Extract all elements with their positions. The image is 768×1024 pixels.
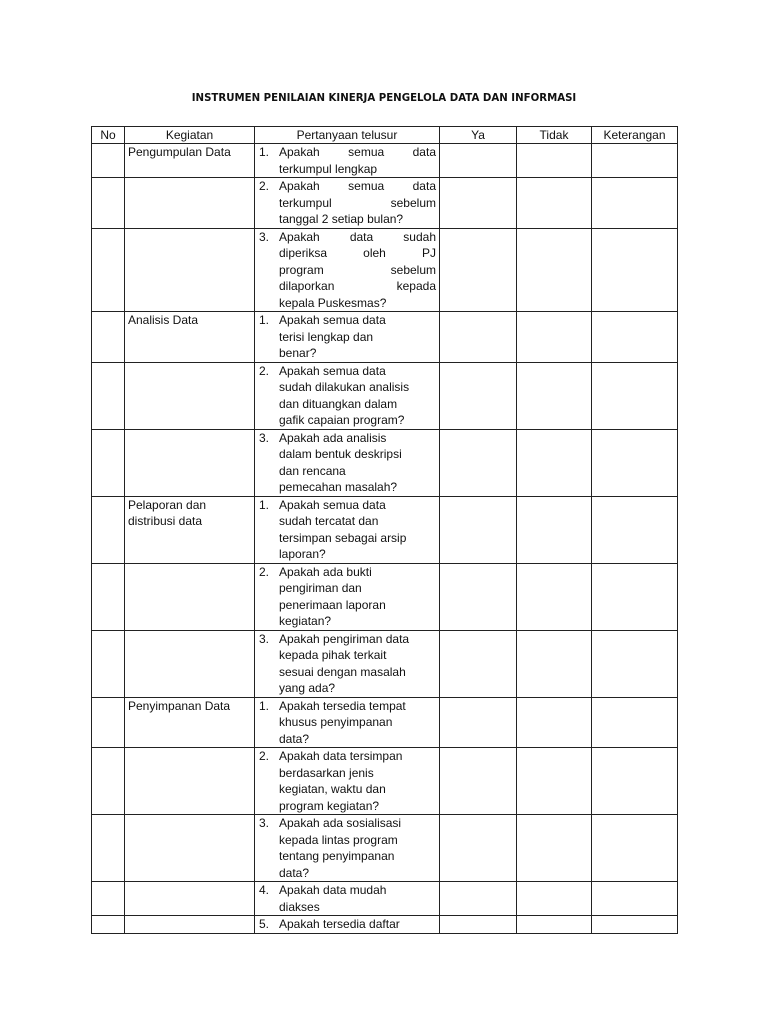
header-ya: Ya (440, 127, 517, 144)
cell-keterangan (592, 563, 678, 630)
cell-kegiatan: Pengumpulan Data (125, 144, 255, 178)
cell-tidak (517, 144, 592, 178)
cell-tidak (517, 563, 592, 630)
cell-ya (440, 748, 517, 815)
cell-ya (440, 429, 517, 496)
cell-tidak (517, 178, 592, 229)
cell-kegiatan: Analisis Data (125, 312, 255, 363)
cell-no (92, 496, 125, 563)
cell-keterangan (592, 496, 678, 563)
cell-kegiatan (125, 748, 255, 815)
table-row (92, 496, 678, 563)
cell-kegiatan: Penyimpanan Data (125, 697, 255, 748)
question-number: 5. (259, 917, 270, 931)
cell-tidak (517, 916, 592, 934)
question-line: sudah tercatat dan (279, 514, 379, 528)
question-line: gafik capaian program? (279, 413, 405, 427)
question-line: laporan? (279, 547, 326, 561)
cell-tidak (517, 228, 592, 312)
question-line: kepada lintas program (279, 832, 398, 847)
cell-no (92, 228, 125, 312)
table-row (92, 312, 678, 363)
question-line: terkumpul sebelum (279, 195, 436, 210)
cell-ya (440, 563, 517, 630)
cell-no (92, 630, 125, 697)
cell-kegiatan (125, 362, 255, 429)
cell-pertanyaan (255, 496, 440, 563)
question-line: Apakah ada analisis (279, 430, 387, 445)
question-line: yang ada? (279, 681, 336, 695)
question-line: Apakah data mudah (279, 883, 387, 897)
question-text (279, 631, 436, 697)
question-text (279, 363, 436, 429)
cell-no (92, 748, 125, 815)
question-line: Apakah pengiriman data (279, 631, 410, 646)
cell-pertanyaan (255, 748, 440, 815)
question-number: 2. (259, 363, 270, 378)
cell-no (92, 362, 125, 429)
cell-keterangan (592, 429, 678, 496)
question-line: Apakah semua data (279, 179, 436, 193)
table-row (92, 178, 678, 229)
question-line: Apakah semua data (279, 145, 436, 159)
cell-no (92, 563, 125, 630)
cell-kegiatan (125, 178, 255, 229)
cell-keterangan (592, 815, 678, 882)
question-text (279, 229, 436, 312)
table-row (92, 815, 678, 882)
question-text (279, 497, 436, 563)
table-header-row (92, 127, 678, 144)
question-line: tentang penyimpanan (279, 849, 395, 863)
cell-keterangan (592, 697, 678, 748)
question-line: Apakah tersedia tempat (279, 698, 406, 713)
question-line: berdasarkan jenis (279, 765, 374, 780)
cell-pertanyaan (255, 178, 440, 229)
cell-ya (440, 630, 517, 697)
question-line: dan rencana (279, 463, 346, 478)
question-line: dalam bentuk deskripsi (279, 447, 402, 461)
table-row (92, 228, 678, 312)
cell-tidak (517, 882, 592, 916)
cell-no (92, 815, 125, 882)
cell-tidak (517, 496, 592, 563)
cell-ya (440, 362, 517, 429)
table-row (92, 429, 678, 496)
cell-tidak (517, 429, 592, 496)
cell-no (92, 178, 125, 229)
question-text (279, 144, 436, 177)
question-line: program sebelum (279, 262, 436, 277)
cell-tidak (517, 312, 592, 363)
cell-tidak (517, 748, 592, 815)
cell-keterangan (592, 916, 678, 934)
cell-pertanyaan (255, 563, 440, 630)
question-line: dan dituangkan dalam (279, 396, 398, 411)
question-number: 1. (259, 698, 270, 713)
cell-no (92, 916, 125, 934)
table-row (92, 144, 678, 178)
cell-ya (440, 312, 517, 363)
header-kegiatan: Kegiatan (125, 127, 255, 144)
question-text (279, 178, 436, 228)
question-line: Apakah ada sosialisasi (279, 816, 402, 830)
assessment-table (91, 126, 678, 934)
cell-ya (440, 815, 517, 882)
question-number: 3. (259, 816, 270, 830)
question-text (279, 430, 436, 496)
question-number: 1. (259, 145, 270, 159)
cell-pertanyaan (255, 144, 440, 178)
cell-ya (440, 178, 517, 229)
cell-pertanyaan (255, 630, 440, 697)
question-number: 1. (259, 313, 270, 327)
cell-pertanyaan (255, 882, 440, 916)
question-line: benar? (279, 346, 317, 360)
cell-pertanyaan (255, 429, 440, 496)
cell-tidak (517, 697, 592, 748)
cell-kegiatan (125, 563, 255, 630)
header-pertanyaan: Pertanyaan telusur (255, 127, 440, 144)
question-line: Apakah semua data (279, 363, 386, 378)
cell-pertanyaan (255, 228, 440, 312)
question-text (279, 815, 436, 881)
question-number: 2. (259, 749, 270, 763)
table-row (92, 882, 678, 916)
table-row (92, 362, 678, 429)
cell-ya (440, 882, 517, 916)
question-line: program kegiatan? (279, 798, 380, 813)
cell-keterangan (592, 882, 678, 916)
cell-pertanyaan (255, 362, 440, 429)
cell-no (92, 429, 125, 496)
cell-pertanyaan (255, 312, 440, 363)
question-line: kegiatan, waktu dan (279, 782, 386, 796)
cell-keterangan (592, 630, 678, 697)
question-line: kepala Puskesmas? (279, 295, 387, 310)
cell-kegiatan (125, 429, 255, 496)
question-text (279, 564, 436, 630)
question-line: Apakah semua data (279, 313, 386, 327)
cell-pertanyaan (255, 815, 440, 882)
table-row (92, 697, 678, 748)
header-no: No (92, 127, 125, 144)
cell-ya (440, 697, 517, 748)
cell-tidak (517, 630, 592, 697)
question-number: 3. (259, 430, 270, 445)
cell-keterangan (592, 748, 678, 815)
question-line: Apakah tersedia daftar (279, 917, 400, 931)
question-line: sudah dilakukan analisis (279, 380, 410, 394)
question-line: pengiriman dan (279, 581, 362, 595)
cell-kegiatan (125, 916, 255, 934)
cell-kegiatan: Pelaporan dan distribusi data (125, 496, 255, 563)
question-line: Apakah data sudah (279, 229, 436, 244)
question-number: 3. (259, 631, 270, 646)
question-line: tersimpan sebagai arsip (279, 530, 407, 545)
question-line: Apakah ada bukti (279, 564, 372, 579)
cell-keterangan (592, 178, 678, 229)
cell-keterangan (592, 144, 678, 178)
page-title: INSTRUMEN PENILAIAN KINERJA PENGELOLA DATA DAN INFORMASI (191, 93, 577, 104)
question-line: Apakah data tersimpan (279, 749, 403, 763)
question-text (279, 698, 436, 748)
cell-kegiatan (125, 882, 255, 916)
question-text (279, 312, 436, 362)
question-text (279, 916, 436, 933)
question-line: diperiksa oleh PJ (279, 246, 436, 260)
table-row (92, 630, 678, 697)
cell-no (92, 697, 125, 748)
table-body (92, 144, 678, 934)
question-line: terisi lengkap dan (279, 329, 374, 344)
cell-tidak (517, 815, 592, 882)
cell-ya (440, 144, 517, 178)
question-line: sesuai dengan masalah (279, 664, 406, 679)
question-line: diakses (279, 899, 320, 914)
cell-ya (440, 228, 517, 312)
question-number: 2. (259, 564, 270, 579)
cell-pertanyaan (255, 697, 440, 748)
table-row (92, 748, 678, 815)
cell-keterangan (592, 228, 678, 312)
question-line: kegiatan? (279, 614, 332, 628)
question-number: 1. (259, 497, 270, 512)
question-line: pemecahan masalah? (279, 480, 398, 494)
cell-keterangan (592, 312, 678, 363)
header-keterangan: Keterangan (592, 127, 678, 144)
cell-kegiatan (125, 630, 255, 697)
question-line: data? (279, 731, 310, 746)
table-row (92, 916, 678, 934)
cell-tidak (517, 362, 592, 429)
question-line: kepada pihak terkait (279, 648, 387, 662)
cell-kegiatan (125, 815, 255, 882)
question-line: penerimaan laporan (279, 597, 386, 612)
question-line: Apakah semua data (279, 497, 386, 512)
question-line: khusus penyimpanan (279, 715, 393, 729)
question-number: 4. (259, 883, 270, 897)
cell-ya (440, 916, 517, 934)
question-text (279, 882, 436, 915)
question-line: tanggal 2 setiap bulan? (279, 212, 404, 226)
question-text (279, 748, 436, 814)
cell-no (92, 144, 125, 178)
question-line: data? (279, 865, 310, 880)
question-line: dilaporkan kepada (279, 279, 436, 293)
question-line: terkumpul lengkap (279, 161, 378, 176)
cell-kegiatan (125, 228, 255, 312)
table-row (92, 563, 678, 630)
cell-ya (440, 496, 517, 563)
cell-no (92, 882, 125, 916)
cell-no (92, 312, 125, 363)
question-number: 2. (259, 179, 270, 193)
cell-keterangan (592, 362, 678, 429)
question-number: 3. (259, 229, 270, 244)
cell-pertanyaan (255, 916, 440, 934)
header-tidak: Tidak (517, 127, 592, 144)
